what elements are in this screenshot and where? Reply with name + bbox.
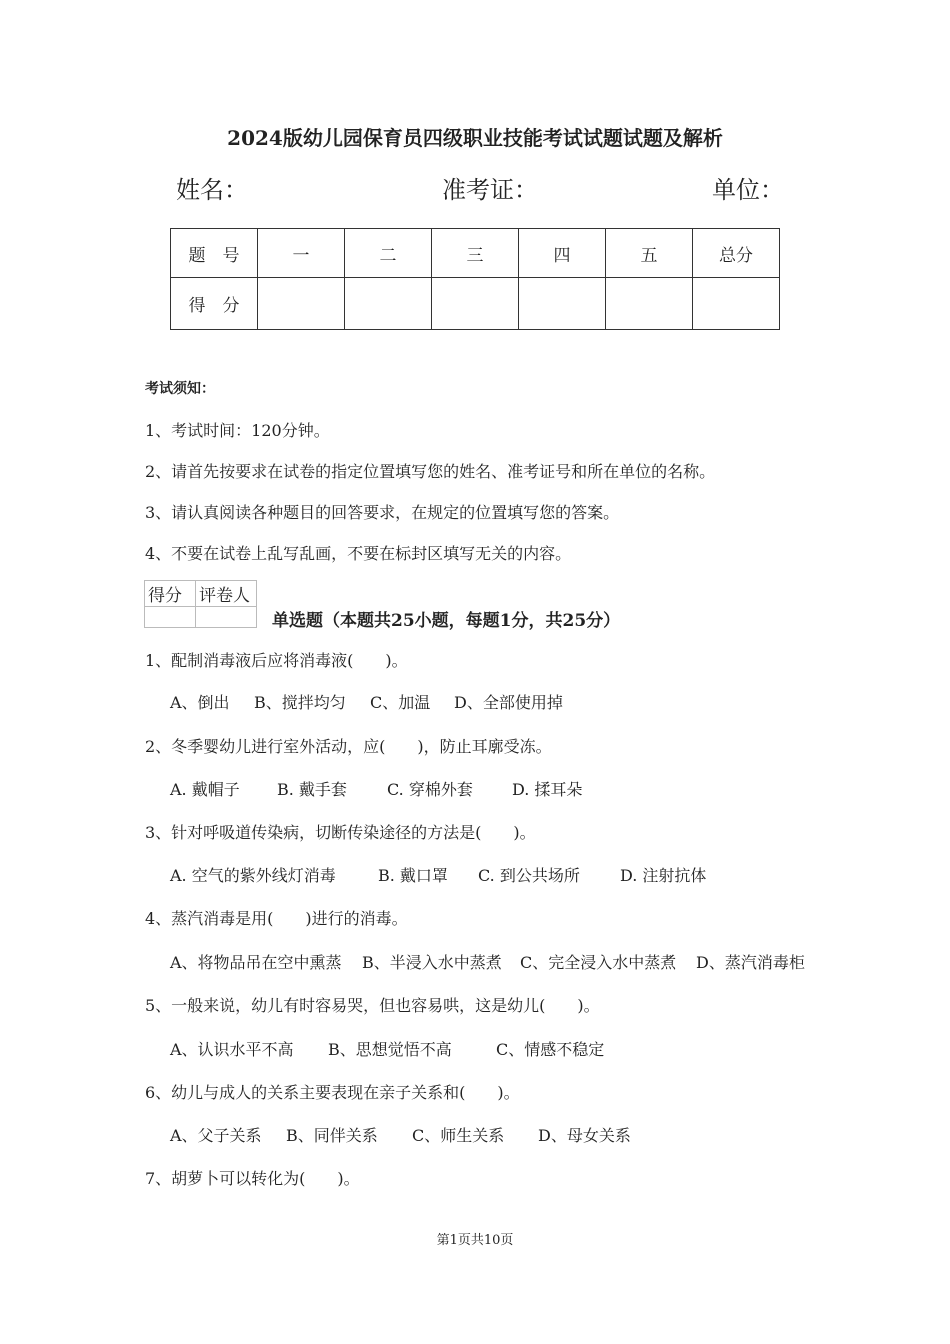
score-table-header-cell: 总分	[693, 229, 780, 278]
option-b[interactable]: B、半浸入水中蒸煮	[362, 953, 502, 972]
option-c[interactable]: C、加温	[370, 693, 431, 712]
score-cell[interactable]	[345, 278, 432, 330]
question-options	[170, 1123, 631, 1146]
option-a[interactable]: A、倒出	[170, 693, 230, 712]
option-a[interactable]: A. 戴帽子	[170, 780, 240, 799]
score-table-score-row	[171, 278, 780, 330]
question-text: 7、胡萝卜可以转化为( )。	[145, 1169, 360, 1188]
question-text: 4、蒸汽消毒是用( )进行的消毒。	[145, 909, 408, 928]
question-options	[170, 1037, 604, 1060]
exam-note-item: 1、考试时间：120分钟。	[145, 421, 330, 440]
page-number-footer: 第1页共10页	[436, 1233, 514, 1248]
grader-score-label: 得分	[145, 581, 196, 607]
unit-field-label: 单位：	[712, 176, 784, 204]
grader-reviewer-cell[interactable]	[196, 607, 257, 628]
score-table-header-cell: 题 号	[171, 229, 258, 278]
question-text: 2、冬季婴幼儿进行室外活动，应( )，防止耳廓受冻。	[145, 737, 552, 756]
question-text: 5、一般来说，幼儿有时容易哭，但也容易哄，这是幼儿( )。	[145, 996, 600, 1015]
option-d[interactable]: D. 注射抗体	[620, 866, 707, 885]
question-text: 3、针对呼吸道传染病，切断传染途径的方法是( )。	[145, 823, 536, 842]
exam-note-item: 4、不要在试卷上乱写乱画，不要在标封区填写无关的内容。	[145, 544, 572, 563]
score-cell[interactable]	[606, 278, 693, 330]
score-cell[interactable]	[258, 278, 345, 330]
option-d[interactable]: D、全部使用掉	[454, 693, 563, 712]
section-title: 单选题（本题共25小题，每题1分，共25分）	[272, 611, 621, 631]
score-table-header-cell: 二	[345, 229, 432, 278]
exam-notes-title: 考试须知：	[145, 381, 215, 397]
score-table	[170, 228, 780, 330]
grader-table	[144, 580, 257, 628]
score-row-label: 得 分	[171, 278, 258, 330]
exam-number-field-label: 准考证：	[442, 176, 538, 204]
score-table-header-row	[171, 229, 780, 278]
exam-note-item: 2、请首先按要求在试卷的指定位置填写您的姓名、准考证号和所在单位的名称。	[145, 462, 716, 481]
grader-reviewer-label: 评卷人	[196, 581, 257, 607]
option-a[interactable]: A、将物品吊在空中熏蒸	[170, 953, 342, 972]
score-table-header-cell: 三	[432, 229, 519, 278]
option-d[interactable]: D. 揉耳朵	[512, 780, 583, 799]
option-b[interactable]: B. 戴口罩	[378, 866, 448, 885]
question-text: 6、幼儿与成人的关系主要表现在亲子关系和( )。	[145, 1083, 520, 1102]
option-c[interactable]: C. 到公共场所	[478, 866, 580, 885]
question-options	[170, 950, 805, 973]
option-a[interactable]: A. 空气的紫外线灯消毒	[170, 866, 336, 885]
option-d[interactable]: D、蒸汽消毒柜	[696, 953, 805, 972]
option-b[interactable]: B、同伴关系	[286, 1126, 378, 1145]
option-c[interactable]: C、情感不稳定	[496, 1040, 605, 1059]
option-a[interactable]: A、父子关系	[170, 1126, 262, 1145]
exam-note-item: 3、请认真阅读各种题目的回答要求，在规定的位置填写您的答案。	[145, 503, 620, 522]
score-table-header-cell: 一	[258, 229, 345, 278]
option-d[interactable]: D、母女关系	[538, 1126, 631, 1145]
document-title: 2024版幼儿园保育员四级职业技能考试试题试题及解析	[227, 126, 723, 150]
score-cell[interactable]	[693, 278, 780, 330]
option-b[interactable]: B、搅拌均匀	[254, 693, 346, 712]
name-field-label: 姓名：	[176, 176, 248, 204]
question-options	[170, 690, 563, 713]
option-c[interactable]: C、师生关系	[412, 1126, 505, 1145]
option-b[interactable]: B、思想觉悟不高	[328, 1040, 452, 1059]
option-a[interactable]: A、认识水平不高	[170, 1040, 294, 1059]
score-cell[interactable]	[432, 278, 519, 330]
question-text: 1、配制消毒液后应将消毒液( )。	[145, 651, 408, 670]
question-options	[170, 863, 706, 886]
score-table-header-cell: 五	[606, 229, 693, 278]
question-options	[170, 777, 582, 800]
grader-score-cell[interactable]	[145, 607, 196, 628]
option-c[interactable]: C、完全浸入水中蒸煮	[520, 953, 677, 972]
score-table-header-cell: 四	[519, 229, 606, 278]
option-c[interactable]: C. 穿棉外套	[387, 780, 473, 799]
option-b[interactable]: B. 戴手套	[277, 780, 347, 799]
score-cell[interactable]	[519, 278, 606, 330]
